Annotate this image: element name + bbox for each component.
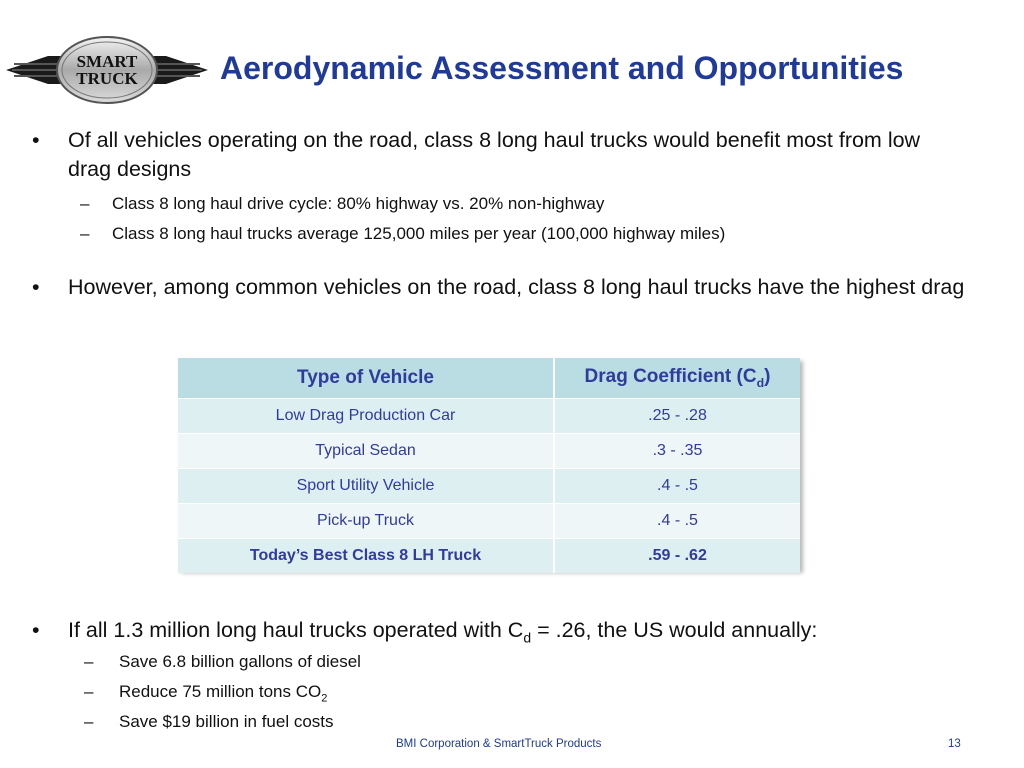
header-drag-coefficient: Drag Coefficient $(C_d)$ [554, 358, 800, 399]
bullet-text: If all 1.3 million long haul trucks operated with $C_d = .26$, the US would annually: [68, 618, 818, 646]
dash-icon: – [80, 224, 90, 243]
sub-bullet-text: Class 8 long haul trucks average 125,000 miles per year (100,000 highway miles) [112, 224, 726, 243]
page-number: 13 [948, 738, 961, 750]
page-title: Aerodynamic Assessment and Opportunities [220, 50, 904, 86]
bullet-dot-icon: • [32, 128, 40, 152]
logo-text-line1: SMART [76, 52, 138, 71]
cd-cell: .3 - .35 [554, 434, 800, 469]
vehicle-cell: Sport Utility Vehicle [178, 469, 554, 504]
vehicle-cell: Typical Sedan [178, 434, 554, 469]
table-row [178, 434, 800, 469]
bullet-dot-icon: • [32, 275, 40, 299]
dash-icon: – [80, 194, 90, 213]
cd-cell: .4 - .5 [554, 469, 800, 504]
sub-bullet-text: Save 6.8 billion gallons of diesel [119, 652, 361, 671]
header-type-of-vehicle: Type of Vehicle [178, 358, 554, 399]
footer-company: BMI Corporation & SmartTruck Products [396, 738, 602, 750]
cd-cell: .59 - .62 [554, 539, 800, 574]
dash-icon: – [84, 652, 94, 671]
smarttruck-logo [4, 34, 210, 106]
table-row [178, 539, 800, 574]
logo-text-line2: TRUCK [76, 69, 138, 88]
cd-cell: .25 - .28 [554, 399, 800, 434]
vehicle-cell: Today’s Best Class 8 LH Truck [178, 539, 554, 574]
bullet-text: Of all vehicles operating on the road, class 8 long haul trucks would benefit most from low drag designs [68, 128, 921, 181]
vehicle-cell: Low Drag Production Car [178, 399, 554, 434]
dash-icon: – [84, 682, 94, 701]
dash-icon: – [84, 712, 94, 731]
cd-cell: .4 - .5 [554, 504, 800, 539]
table-row [178, 504, 800, 539]
drag-coefficient-table [178, 358, 800, 570]
table-row [178, 469, 800, 504]
sub-bullet-text: Save $19 billion in fuel costs [119, 712, 334, 731]
sub-bullet-text: Reduce 75 million tons $CO_2$ [119, 682, 328, 705]
bullet-text: However, among common vehicles on the road, class 8 long haul trucks have the highest drag [68, 275, 965, 299]
sub-bullet-text: Class 8 long haul drive cycle: 80% highway vs. 20% non-highway [112, 194, 605, 213]
bullet-dot-icon: • [32, 618, 40, 642]
table-row [178, 399, 800, 434]
vehicle-cell: Pick-up Truck [178, 504, 554, 539]
